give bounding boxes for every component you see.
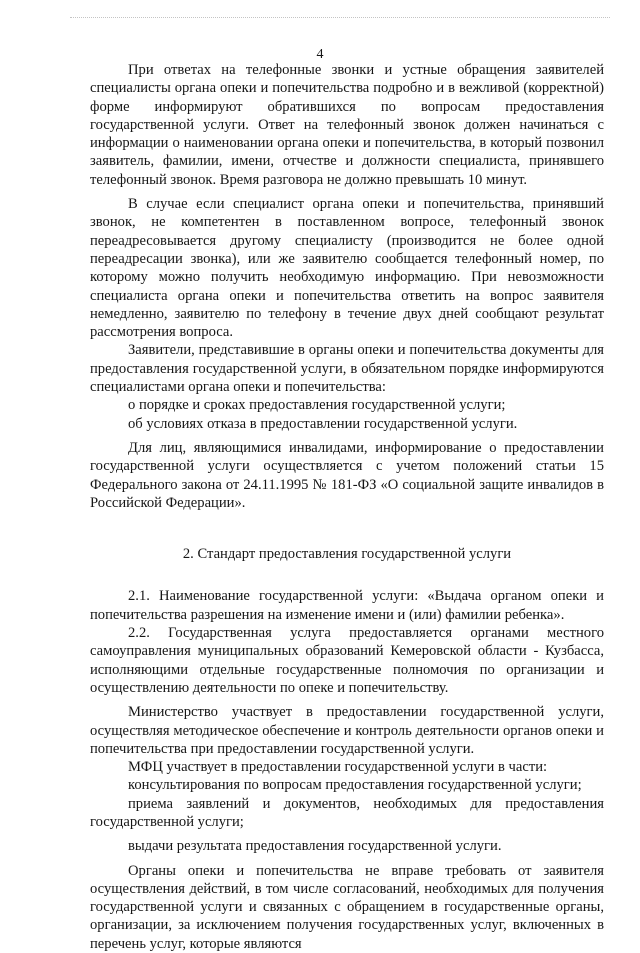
paragraph-disabled-persons: Для лиц, являющимися инвалидами, информирование о предоставлении государственной услуги осуществляется с учетом положений статьи 15 Федерального закона от 24.11.1995 № 181-ФЗ «О социальной защите инвалидов в Российской Федерации». [90, 439, 604, 511]
paragraph-prohibited-requirements: Органы опеки и попечительства не вправе требовать от заявителя осуществления действий, в том числе согласований, необходимых для получения государственной услуги и связанных с обращением в государственные органы, организации, за исключением получения государственных услуг, включенных в перечень услуг, которые являются [90, 862, 604, 952]
list-item-consulting: консультирования по вопросам предоставления государственной услуги; [128, 777, 582, 794]
list-item-issuing-result: выдачи результата предоставления государственной услуги. [128, 838, 502, 855]
section-heading: 2. Стандарт предоставления государственной услуги [182, 546, 512, 563]
list-item-receiving-applications: приема заявлений и документов, необходимых для предоставления государственной услуги; [90, 795, 604, 830]
paragraph-2-1-service-name: 2.1. Наименование государственной услуги: «Выдача органом опеки и попечительства разрешения на изменение имени и (или) фамилии ребенка». [90, 588, 604, 623]
paragraph-applicants-informed: Заявители, представившие в органы опеки и попечительства документы для предоставления государственной услуги, в обязательном порядке информируются специалистами органа опеки и попечительства: [90, 342, 604, 396]
page-number: 4 [316, 47, 324, 62]
scan-edge-line [70, 17, 610, 18]
paragraph-ministry: Министерство участвует в предоставлении государственной услуги, осуществляя методическое обеспечение и контроль деятельности органов опеки и попечительства при предоставлении государственной услуги. [90, 704, 604, 757]
document-body [90, 61, 604, 953]
paragraph-call-redirect: В случае если специалист органа опеки и попечительства, принявший звонок, не компетентен в поставленном вопросе, телефонный звонок переадресовывается другому специалисту (производится не более одной переадресации звонка), или же заявителю сообщается телефонный номер, по которому можно получить необходимую информацию. При невозможности специалиста органа опеки и попечительства ответить на вопрос заявителя немедленно, заявителю по телефону в течение двух дней сообщают результат рассмотрения вопроса. [90, 196, 604, 341]
paragraph-2-2-providers: 2.2. Государственная услуга предоставляется органами местного самоуправления муниципальных образований Кемеровской области - Кузбасса, исполняющими отдельные государственные полномочия по организации и осуществлению деятельности по опеке и попечительству. [90, 625, 604, 696]
paragraph-phone-calls: При ответах на телефонные звонки и устные обращения заявителей специалисты органа опеки и попечительства подробно и в вежливой (корректной) форме информируют обратившихся по вопросам предоставления государственной услуги. Ответ на телефонный звонок должен начинаться с информации о наименовании органа опеки и попечительства, в который позвонил заявитель, фамилии, имени, отчестве и должности специалиста, принявшего телефонный звонок. Время разговора не должно превышать 10 минут. [90, 62, 604, 188]
list-item-refusal-conditions: об условиях отказа в предоставлении государственной услуги. [128, 415, 518, 432]
paragraph-mfc: МФЦ участвует в предоставлении государственной услуги в части: [128, 759, 548, 776]
list-item-procedure-terms: о порядке и сроках предоставления государственной услуги; [128, 397, 506, 414]
